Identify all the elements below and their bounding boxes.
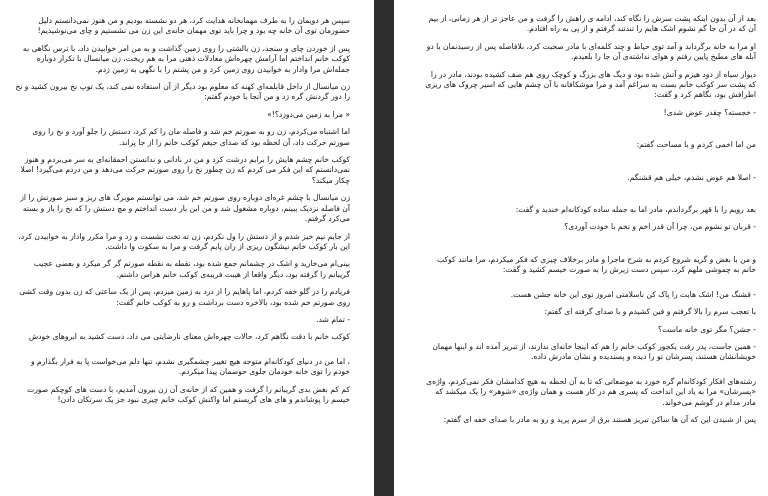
left-paragraph: اما اشتباه می‌کردم، زن رو به صورتم خم شد و فاصله مان را کم کرد، دستش را جلو آورد و نخ را روی صورتم حرکت داد، آن لحظه بود که صدای جیغم کوکب خانم را از جا پراند. (32, 127, 350, 147)
right-paragraph: - همین جاست، پدر رفت یکجور کوکب خانم را هم که اینجا خانه‌ای ندارند، از تبریز آمده اند و اینها مهمان خویشانشان هستند، پسرشان تو را دیده و پسندیده و نشان مادرش داده. (432, 341, 756, 362)
right-paragraph: بعد از آن بدون اینکه پشت سرش را نگاه کند، ادامه ی راهش را گرفت و من عاجز تر از هر زمانی، از بیم آن که در آن جا گم نشوم اشک هایم را تندتند گرفتم و از پی به راه افتادم. (428, 14, 756, 34)
right-paragraph: و من با بغض و گریه شروع کردم به شرح ماجرا و مادر برخلاف چیزی که فکر میکردم، مرا مانند کوکب خانم به چموشی ملهم کرد، سپس دست زیرش را به صورت خیسم کشید و گفت: (437, 254, 756, 275)
right-paragraph: دیوار سیاه از دود هیزم و آتش شده بود و دیگ های بزرگ و کوچک روی هم صف کشیده بودند، مادر در را که پشت سر کوکب خانم بست به سراغم آمد و مرا موشکافانه با آن چشم هایی که اسیر چروک های ریزی اطرافش بود، نگاهم کرد و گفت: (425, 69, 756, 100)
right-page (394, 0, 768, 496)
page-gutter (374, 0, 394, 496)
left-paragraph: « مرا به زمین می‌دوزد؟!» (267, 109, 350, 119)
right-paragraph: - خجسته؟ چقدر عوض شدی! (663, 107, 756, 117)
right-paragraph: پس از شنیدن این که آن ها ساکن تبریز هستند برق از سرم پرید و رو به مادر با صدای خفه ای گفتم: (443, 414, 756, 424)
right-paragraph: رشته‌های افکار کودکانه‌ام گره خورد به موضعاتی که تا به آن لحظه به هیچ کدامشان فکر نمی‌کردم، واژه‌ی «پسرشان» مرا به یاد این انداخت که پسری هم در کار هست و همان واژه‌ی «شوهر» را یک میکشد که مادر مدام در گوشم می‌خواند. (426, 376, 756, 407)
right-paragraph: - قربان تو بشوم من، چرا آن قدر اخم و تخم با خودت آوردی؟ (564, 222, 756, 232)
right-paragraph: بعد رویم را با قهر برگرداندم، مادر اما به جمله ساده کودکانه‌ام خندید و گفت: (515, 205, 756, 215)
right-paragraph: او مرا به خانه برگرداند و آمد توی حیاط و چند کلمه‌ای با مادر صحبت کرد، بلافاصله پس از رسیدنمان با دو آبله های مطبخ پایین رفتم و هوای نداشته‌ی آن جا را بلعیدم. (426, 41, 756, 62)
left-paragraph: کوکب خانم چشم هایش را برایم درشت کرد و من در نادانی و ندانستن احمقانه‌ای به سر می‌بردم و هنوز نمی‌دانستم که این فکر می کردم که زن چطور نخ را روی صورتم حرکت می‌دهد و من دردم می‌گیرد! اصلا چکار میکند؟ (20, 155, 350, 185)
right-paragraph: - جشن؟ مگر توی خانه ماست؟ (658, 324, 756, 334)
left-paragraph: پس از خوردن چای و سنجد، زن بالشتی را روی زمین گذاشت و به من امر خوابیدن داد، با ترس نگاهی به کوکب خانم انداختم اما آرامش چهره‌اش معادلات ذهنی مرا به هم ریخت، زن میانسال با تکرار دوباره جمله‌اش مرا وادار به خوابیدن روی زمین کرد و من پشتم را با نگهی به زمین زدم. (22, 43, 350, 74)
left-paragraph: - تمام شد. (316, 314, 350, 324)
left-page (0, 0, 374, 496)
left-paragraph: زن میانسال با چشم غره‌ای دوباره روی صورتم خم شد، می توانستم موبرگ های ریز و سبز صورتش را از آن فاصله نزدیک ببینم، دوباره مشغول شد و من این بار دست انداختم و مچ دستش را که نخ را باز و بسته می‌کرد گرفتم. (20, 193, 350, 224)
left-paragraph: از جایم نیم خیز شدم و از دستش را ول نکردم، زن ته تخت نشست و زد و مرا مکرر وادار به خوابیدن کرد، این بار کوکب خانم نیشگون ریزی از ران پایم گرفت و مرا به سکوت وا داشت. (18, 231, 350, 251)
left-paragraph: ، اما من در دنیای کودکانه‌ام متوجه هیچ تغییر چشمگیری نشدم، تنها دلم می‌خواست پا به فرار بگذارم و خودم را توی خانه خودمان جلوی حوضمان پیدا میکردم. (30, 356, 350, 377)
right-paragraph: - اصلا هم عوض نشدم، خیلی هم قشنگم. (627, 172, 756, 182)
left-paragraph: سپس هر دویمان را به طرف مهمانخانه هدایت کرد، هر دو نشسته بودیم و من هنوز نمی‌دانستم دلیل حضورمان توی آن خانه چه بود و چرا باید توی مهمان خانه‌ی این زن می نشستیم و چای می‌نوشیدیم! (37, 16, 350, 36)
left-paragraph: بینی‌ام می‌خارید و اشک در چشمانم جمع شده بود، نقطه به نقطه صورتم گر گر میکرد و بعضی عجیب گریبانم را گرفته بود، دیگر واقعا از هیبت فریبه‌ی کوکب خانم هراس داشتم. (33, 259, 350, 279)
left-paragraph: زن میانسال از داخل قابلمه‌ای کهنه که معلوم بود دیگر از آن استفاده نمی کند، یک توپ نخ بیرون کشید و نخ را دور گردنش گره زد و من آنجا با خودم گفتم: (15, 82, 350, 102)
right-paragraph: من اما اخمی کردم و با مساحت گفتم: (636, 140, 756, 150)
right-paragraph: با تعجب سرم را بالا گرفتم و فین کشیدم و با صدای گرفته ای گفتم: (544, 307, 756, 317)
left-paragraph: کوکب خانم با دقت نگاهم کرد، حالات چهره‌اش معنای نارضایتی می داد، دست کشید به ابروهای خودش (28, 332, 350, 342)
left-paragraph: فریادم را در گلو خفه کردم، اما پاهایم را از درد به زمین میزدم، پس از یک ساعتی که زن بدون وقت کشی روی صورتم خم شده بود، بالاخره دست برداشت و رو به کوکب خانم گفت: (19, 287, 350, 307)
right-paragraph: - قشنگ من! اشک هایت را پاک کن ناسلامتی امروز توی این خانه جشن هست. (510, 289, 756, 299)
left-paragraph: کم کم بغض بدی گریبانم را گرفت و همین که از خانه‌ی آن زن بیرون آمدیم، با دست های کوچکم صورت خیسم را پوشاندم و های های گریستم اما واکنش کوکب خانم چیزی نبود جز یک سرتکان دادن! (27, 384, 350, 404)
